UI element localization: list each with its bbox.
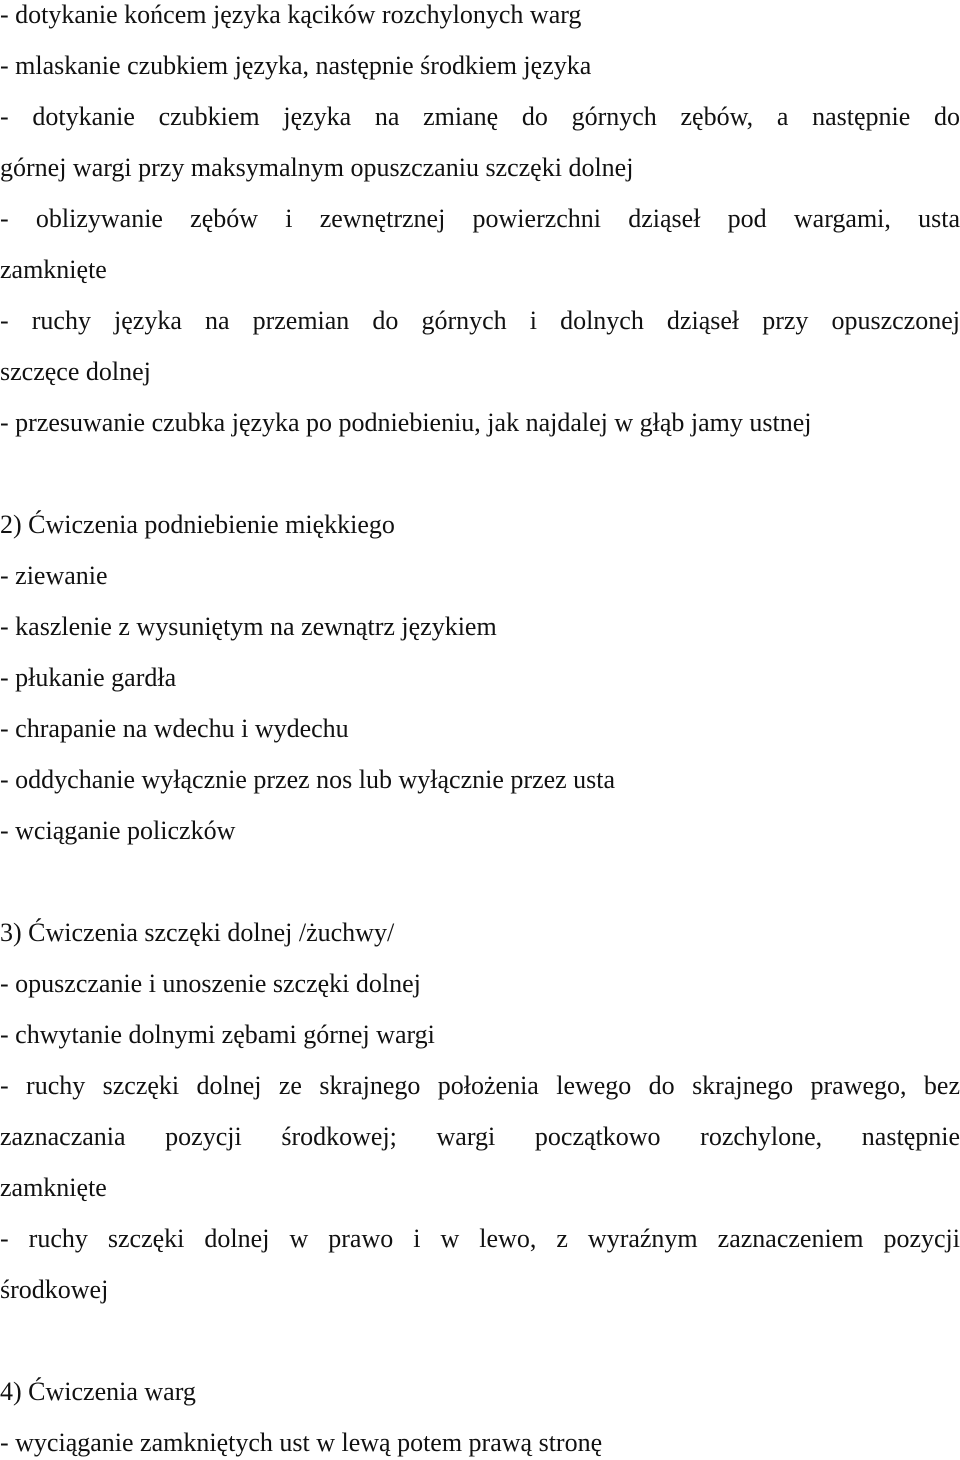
list-item: - przesuwanie czubka języka po podniebieniu, jak najdalej w głąb jamy ustnej: [0, 408, 812, 437]
list-item: - ruchy języka na przemian do górnych i dolnych dziąseł przy opuszczonej: [0, 306, 960, 335]
list-item-continuation: szczęce dolnej: [0, 357, 151, 386]
list-item: - kaszlenie z wysuniętym na zewnątrz językiem: [0, 612, 497, 641]
list-item-continuation: zaznaczania pozycji środkowej; wargi początkowo rozchylone, następnie: [0, 1122, 960, 1151]
list-item: - opuszczanie i unoszenie szczęki dolnej: [0, 969, 421, 998]
section-heading: 4) Ćwiczenia warg: [0, 1377, 196, 1406]
list-item: - chwytanie dolnymi zębami górnej wargi: [0, 1020, 435, 1049]
list-item: - wciąganie policzków: [0, 816, 236, 845]
section-heading: 2) Ćwiczenia podniebienie miękkiego: [0, 510, 395, 539]
list-item: - oblizywanie zębów i zewnętrznej powierzchni dziąseł pod wargami, usta: [0, 204, 960, 233]
list-item: - dotykanie końcem języka kącików rozchylonych warg: [0, 0, 582, 29]
list-item-continuation: środkowej: [0, 1275, 109, 1304]
list-item: - oddychanie wyłącznie przez nos lub wyłącznie przez usta: [0, 765, 616, 794]
list-item: - mlaskanie czubkiem języka, następnie środkiem języka: [0, 51, 592, 80]
list-item-continuation: zamknięte: [0, 1173, 107, 1202]
list-item: - ruchy szczęki dolnej w prawo i w lewo, z wyraźnym zaznaczeniem pozycji: [0, 1224, 960, 1253]
list-item: - ruchy szczęki dolnej ze skrajnego położenia lewego do skrajnego prawego, bez: [0, 1071, 960, 1100]
list-item: - dotykanie czubkiem języka na zmianę do górnych zębów, a następnie do: [0, 102, 960, 131]
list-item: - ziewanie: [0, 561, 108, 590]
list-item: - wyciąganie zamkniętych ust w lewą potem prawą stronę: [0, 1428, 603, 1457]
section-heading: 3) Ćwiczenia szczęki dolnej /żuchwy/: [0, 918, 395, 947]
list-item-continuation: górnej wargi przy maksymalnym opuszczaniu szczęki dolnej: [0, 153, 634, 182]
list-item: - płukanie gardła: [0, 663, 177, 692]
list-item: - chrapanie na wdechu i wydechu: [0, 714, 349, 743]
list-item-continuation: zamknięte: [0, 255, 107, 284]
